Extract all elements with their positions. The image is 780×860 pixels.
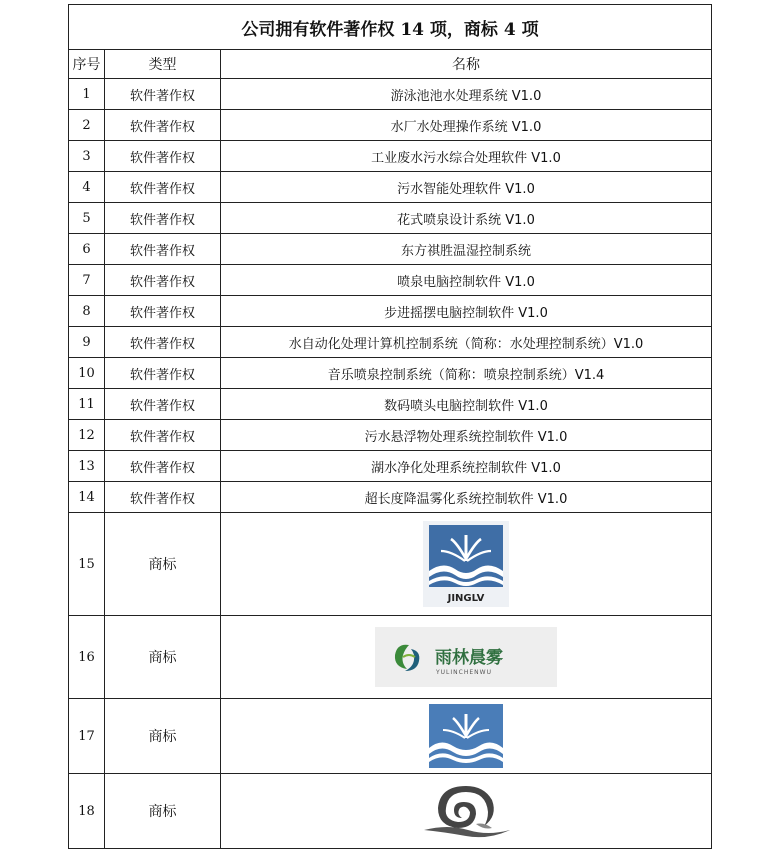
row-name: 喷泉电脑控制软件 V1.0 bbox=[221, 265, 712, 296]
row-name: 污水智能处理软件 V1.0 bbox=[221, 172, 712, 203]
row-no: 15 bbox=[69, 513, 105, 616]
row-no: 6 bbox=[69, 234, 105, 265]
row-no: 17 bbox=[69, 699, 105, 774]
row-name: 步进摇摆电脑控制软件 V1.0 bbox=[221, 296, 712, 327]
trademark-row bbox=[69, 616, 712, 699]
row-no: 16 bbox=[69, 616, 105, 699]
row-type: 软件著作权 bbox=[105, 451, 221, 482]
table-title: 公司拥有软件著作权 14 项，商标 4 项 bbox=[69, 5, 712, 50]
swirl-icon bbox=[418, 780, 514, 842]
header-type: 类型 bbox=[105, 50, 221, 79]
row-name: 水自动化处理计算机控制系统（简称：水处理控制系统）V1.0 bbox=[221, 327, 712, 358]
row-no: 3 bbox=[69, 141, 105, 172]
header-row bbox=[69, 50, 712, 79]
row-type: 软件著作权 bbox=[105, 389, 221, 420]
row-no: 1 bbox=[69, 79, 105, 110]
row-no: 18 bbox=[69, 774, 105, 849]
row-type: 软件著作权 bbox=[105, 296, 221, 327]
row-type: 软件著作权 bbox=[105, 327, 221, 358]
row-type: 软件著作权 bbox=[105, 79, 221, 110]
table-row bbox=[69, 79, 712, 110]
row-no: 5 bbox=[69, 203, 105, 234]
jinglv-logo-text: JINGLV bbox=[447, 593, 485, 604]
trademark-row bbox=[69, 513, 712, 616]
trademark-logo-cell bbox=[221, 774, 712, 849]
fountain-wave-icon bbox=[429, 704, 503, 768]
row-no: 2 bbox=[69, 110, 105, 141]
row-name: 工业废水污水综合处理软件 V1.0 bbox=[221, 141, 712, 172]
row-type: 商标 bbox=[105, 699, 221, 774]
trademark-logo-cell bbox=[221, 699, 712, 774]
row-no: 12 bbox=[69, 420, 105, 451]
row-type: 软件著作权 bbox=[105, 141, 221, 172]
table-row bbox=[69, 203, 712, 234]
title-row bbox=[69, 5, 712, 50]
row-no: 8 bbox=[69, 296, 105, 327]
row-type: 商标 bbox=[105, 774, 221, 849]
row-no: 14 bbox=[69, 482, 105, 513]
fountain-logo bbox=[429, 704, 503, 768]
table-row bbox=[69, 420, 712, 451]
header-no: 序号 bbox=[69, 50, 105, 79]
yulinchenwu-logo-text: 雨林晨雾 bbox=[435, 648, 503, 668]
table-row bbox=[69, 296, 712, 327]
row-name: 花式喷泉设计系统 V1.0 bbox=[221, 203, 712, 234]
table-row bbox=[69, 327, 712, 358]
row-no: 9 bbox=[69, 327, 105, 358]
ip-table bbox=[68, 4, 712, 849]
row-type: 软件著作权 bbox=[105, 203, 221, 234]
trademark-row bbox=[69, 699, 712, 774]
header-name: 名称 bbox=[221, 50, 712, 79]
row-type: 软件著作权 bbox=[105, 110, 221, 141]
table-row bbox=[69, 110, 712, 141]
trademark-row bbox=[69, 774, 712, 849]
row-name: 超长度降温雾化系统控制软件 V1.0 bbox=[221, 482, 712, 513]
row-no: 10 bbox=[69, 358, 105, 389]
row-name: 数码喷头电脑控制软件 V1.0 bbox=[221, 389, 712, 420]
jinglv-logo bbox=[423, 521, 509, 607]
table-row bbox=[69, 172, 712, 203]
row-type: 商标 bbox=[105, 513, 221, 616]
row-name: 游泳池池水处理系统 V1.0 bbox=[221, 79, 712, 110]
row-type: 软件著作权 bbox=[105, 420, 221, 451]
row-type: 软件著作权 bbox=[105, 482, 221, 513]
row-type: 软件著作权 bbox=[105, 172, 221, 203]
row-no: 7 bbox=[69, 265, 105, 296]
row-type: 软件著作权 bbox=[105, 358, 221, 389]
trademark-logo-cell bbox=[221, 616, 712, 699]
table-row bbox=[69, 451, 712, 482]
row-no: 4 bbox=[69, 172, 105, 203]
row-name: 污水悬浮物处理系统控制软件 V1.0 bbox=[221, 420, 712, 451]
row-no: 11 bbox=[69, 389, 105, 420]
table-row bbox=[69, 482, 712, 513]
table-row bbox=[69, 389, 712, 420]
row-name: 东方祺胜温湿控制系统 bbox=[221, 234, 712, 265]
row-type: 软件著作权 bbox=[105, 234, 221, 265]
yulinchenwu-logo-subtext: YULINCHENWU bbox=[436, 669, 492, 676]
table-row bbox=[69, 358, 712, 389]
table-row bbox=[69, 141, 712, 172]
row-type: 软件著作权 bbox=[105, 265, 221, 296]
row-type: 商标 bbox=[105, 616, 221, 699]
yulinchenwu-logo bbox=[375, 627, 557, 687]
row-no: 13 bbox=[69, 451, 105, 482]
fountain-wave-icon bbox=[423, 521, 509, 607]
row-name: 水厂水处理操作系统 V1.0 bbox=[221, 110, 712, 141]
table-row bbox=[69, 234, 712, 265]
table-row bbox=[69, 265, 712, 296]
row-name: 湖水净化处理系统控制软件 V1.0 bbox=[221, 451, 712, 482]
trademark-logo-cell bbox=[221, 513, 712, 616]
row-name: 音乐喷泉控制系统（简称：喷泉控制系统）V1.4 bbox=[221, 358, 712, 389]
green-leaf-icon bbox=[375, 627, 557, 687]
swirl-logo bbox=[418, 780, 514, 842]
